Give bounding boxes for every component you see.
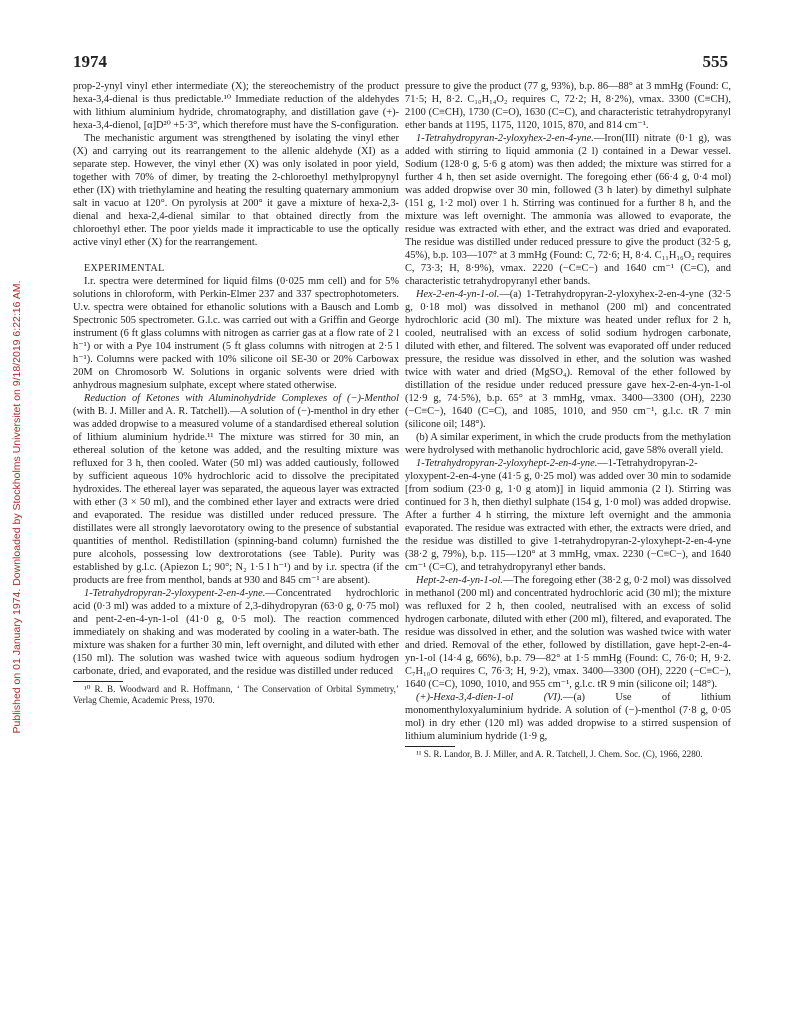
footnote: ¹⁰ R. B. Woodward and R. Hoffmann, ‘ The Conservation of Orbital Symmetry,’ Verlag Chemie, Academic Press, 1970. (73, 684, 399, 706)
download-notice: Published on 01 January 1974. Downloaded by Stockholms Universitet on 9/18/2019 6:22:16 AM. (11, 280, 23, 734)
paragraph-heading: 1-Tetrahydropyran-2-yloxyhex-2-en-4-yne. (416, 133, 594, 144)
paragraph: 1-Tetrahydropyran-2-yloxypent-2-en-4-yne.—Concentrated hydrochloric acid (0·3 ml) was added to a mixture of 2,3-dihydropyran (63·0 g, 0·75 mol) and pent-2-en-4-yn-1-ol (41·0 g, 0·5 mol). The reaction commenced immediately on shaking and was moderated by cooling in a water-bath. The mixture was shaken for a further 30 min, left overnight, and diluted with ether (150 ml). The solution was washed twice with aqueous sodium hydrogen carbonate, dried, and evaporated, and the residue was distilled under reduced (73, 588, 399, 677)
page-header (73, 52, 728, 74)
paragraph-heading: 1-Tetrahydropyran-2-yloxyhept-2-en-4-yne. (416, 458, 598, 469)
paragraph: The mechanistic argument was strengthened by isolating the vinyl ether (X) and carrying out its rearrangement to the allenic aldehyde (XI) as a separate step. However, the vinyl ether (X) was only isolated in poor yield, together with 70% of dimer, by treating the 2-chloroethyl methylpropynyl ether (IX) with triethylamine and heating the resulting quaternary ammonium salt in vacuo at 120°. On pyrolysis at 200° it gave a mixture of hexa-2,3-dienal and hexa-2,4-dienal similar to that obtained directly from the chloroethyl ether. The poor yields made it impracticable to use the optically active vinyl ether (X) for the rearrangement. (73, 133, 399, 248)
paragraph: Hept-2-en-4-yn-1-ol.—The foregoing ether (38·2 g, 0·2 mol) was dissolved in methanol (200 ml) and concentrated hydrochloric acid (30 ml); the mixture was refluxed for 2 h, then cooled, neutralised with an excess of solid hydrogen carbonate, diluted with ether (200 ml), filtered, and evaporated. The residue was dissolved in ether, and the solution was washed twice with water and dried. Removal of the ether, followed by distillation, gave hept-2-en-4-yn-1-ol (14·4 g, 66%), b.p. 79—82° at 1·5 mmHg (Found: C, 76·0; H, 9·2. C₇H₁₀O requires C, 76·3; H, 9·2), νmax. 3400—3300 (OH), 2220 (−C≡C−), 1640 (C=C), 1090, 1010, and 955 cm⁻¹, g.l.c. tR 9 min (silicone oil; 148°). (405, 575, 731, 690)
paragraph: I.r. spectra were determined for liquid films (0·025 mm cell) and for 5% solutions in chloroform, with Perkin-Elmer 237 and 337 spectrophotometers. U.v. spectra were obtained for ethanolic solutions with a Bausch and Lomb Spectronic 505 spectrometer. G.l.c. was carried out with a Griffin and George instrument (6 ft glass columns with nitrogen as carrier gas at a flow rate of 2 l h⁻¹) or with a Pye 104 instrument (5 ft glass columns with nitrogen at 2·5 l h⁻¹). Columns were packed with 10% silicone oil SE-30 or 20% Carbowax 20M on Chromosorb W. Solutions in organic solvents were dried with anhydrous magnesium sulphate, except where stated otherwise. (73, 276, 399, 391)
journal-year: 1974 (73, 52, 107, 71)
paragraph: Reduction of Ketones with Aluminohydride Complexes of (−)-Menthol (with B. J. Miller and A. R. Tatchell).—A solution of (−)-menthol in dry ether was added dropwise to a measured volume of a standardised ethereal solution of lithium aluminium hydride.¹¹ The mixture was stirred for 30 min, an ethereal solution of the ketone was added, and the resulting mixture was refluxed for 3 h, then cooled. Water (50 ml) was added cautiously, followed by sufficient aqueous 10% hydrochloric acid to dissolve the precipitated hydroxides. The ethereal layer was separated, the aqueous layer was extracted with ether (3 × 50 ml), and the combined ether layer and extracts were dried and evaporated. The residue was distilled under reduced pressure. The distillates were all strongly laevorotatory owing to the presence of substantial quantities of menthol. Redistillation (spinning-band column) furnished the pure alcohols, possessing low dextrorotations (see Table). Purity was established by g.l.c. (Apiezon L; 90°; N₂ 1·5 l h⁻¹) and by i.r. spectra (if the products are free from menthol, bands at 930 and 845 cm⁻¹ are absent). (73, 393, 399, 586)
page-number: 555 (702, 52, 728, 71)
paragraph: prop-2-ynyl vinyl ether intermediate (X); the stereochemistry of the product hexa-3,4-dienal is thus predictable.¹⁰ Immediate reduction of the aldehydes with lithium aluminium hydride, chromatography, and distillation gave (+)-hexa-3,4-dienol, [α]D²⁰ +5·3°, which therefore must have the S-configuration. (73, 81, 399, 131)
paragraph: 1-Tetrahydropyran-2-yloxyhept-2-en-4-yne.—1-Tetrahydropyran-2-yloxypent-2-en-4-yne (41·5 g, 0·25 mol) was added over 30 min to sodamide [from sodium (23·0 g, 1·0 g atom)] in liquid ammonia (2 l). Stirring was continued for 3 h, then diethyl sulphate (154 g, 1·0 mol) was added dropwise. After a further 4 h stirring, the mixture left overnight and the ammonia evaporated. The residue was extracted with ether, the extracts were dried, and the residue was distilled to give 1-tetrahydropyran-2-yloxyhept-2-en-4-yne (38·2 g, 79%), b.p. 115—120° at 3 mmHg, νmax. 2230 (−C≡C−), and 1640 cm⁻¹ (C=C), and tetrahydropyranyl ether bands. (405, 458, 731, 573)
footnote-rule (405, 746, 455, 747)
paragraph-heading: Hex-2-en-4-yn-1-ol. (416, 289, 500, 300)
paragraph-heading: (+)-Hexa-3,4-dien-1-ol (VI). (416, 692, 564, 703)
left-column (73, 80, 399, 707)
paragraph: (+)-Hexa-3,4-dien-1-ol (VI).—(a) Use of lithium monomenthyloxyaluminium hydride. A solution of (−)-menthol (7·8 g, 0·05 mol) in dry ether (120 ml) was added dropwise to a stirred suspension of lithium aluminium hydride (1·9 g, (405, 692, 731, 742)
paragraph-heading: 1-Tetrahydropyran-2-yloxypent-2-en-4-yne. (84, 588, 266, 599)
right-column (405, 80, 731, 760)
paragraph-heading: Hept-2-en-4-yn-1-ol. (416, 575, 503, 586)
paragraph: Hex-2-en-4-yn-1-ol.—(a) 1-Tetrahydropyran-2-yloxyhex-2-en-4-yne (32·5 g, 0·18 mol) was dissolved in methanol (200 ml) and concentrated hydrochloric acid (30 ml). The mixture was heated under reflux for 2 h, cooled, neutralised with an excess of solid sodium hydrogen carbonate, diluted with ether, and filtered. The solvent was evaporated off under reduced pressure, the residue was dissolved in ether, and the solution was washed twice with water and dried (MgSO₄). Removal of the ether followed by distillation of the residue under reduced pressure gave hex-2-en-4-yn-1-ol (12·9 g, 74·5%), b.p. 65° at 3 mmHg, νmax. 3400—3300 (OH), 2230 (−C≡C−), 1640 (C=C), and 1085, 1010, and 950 cm⁻¹, g.l.c. tR 7 min (silicone oil; 148°). (405, 289, 731, 430)
footnote-rule (73, 681, 123, 682)
paragraph: pressure to give the product (77 g, 93%), b.p. 86—88° at 3 mmHg (Found: C, 71·5; H, 8·2. C₁₀H₁₄O₂ requires C, 72·2; H, 8·2%), νmax. 3300 (C≡CH), 2100 (C≡CH), 1730 (C=O), 1630 (C=C), and characteristic tetrahydropyranyl ether bands at 1195, 1175, 1120, 1015, 870, and 814 cm⁻¹. (405, 81, 731, 131)
paragraph: (b) A similar experiment, in which the crude products from the methylation were hydrolysed with methanolic hydrochloric acid, gave 58% overall yield. (405, 432, 731, 456)
paragraph: 1-Tetrahydropyran-2-yloxyhex-2-en-4-yne.—Iron(III) nitrate (0·1 g), was added with stirring to liquid ammonia (2 l) contained in a Dewar vessel. Sodium (128·0 g, 5·6 g atom) was then added; the mixture was stirred for a further 4 h, then set aside overnight. The foregoing ether (66·4 g, 0·4 mol) was added dropwise over 30 min, followed (3 h later) by dimethyl sulphate (151 g, 1·2 mol) over 1 h. Stirring was continued for a further 8 h, and the mixture was left overnight. The ammonia was allowed to evaporate, the residue was extracted with ether, and the extract was dried and evaporated. The residue was distilled under reduced pressure to give the product (32·5 g, 45%), b.p. 103—107° at 3 mmHg (Found: C, 72·6; H, 8·4. C₁₁H₁₆O₂ requires C, 73·3; H, 8·9%), νmax. 2220 (−C≡C−) and 1640 cm⁻¹ (C=C), and characteristic tetrahydropyranyl ether bands. (405, 133, 731, 287)
section-heading: EXPERIMENTAL (84, 263, 165, 274)
footnote: ¹¹ S. R. Landor, B. J. Miller, and A. R. Tatchell, J. Chem. Soc. (C), 1966, 2280. (416, 749, 703, 759)
paragraph-heading: Reduction of Ketones with Aluminohydride Complexes of (−)-Menthol (84, 393, 399, 404)
